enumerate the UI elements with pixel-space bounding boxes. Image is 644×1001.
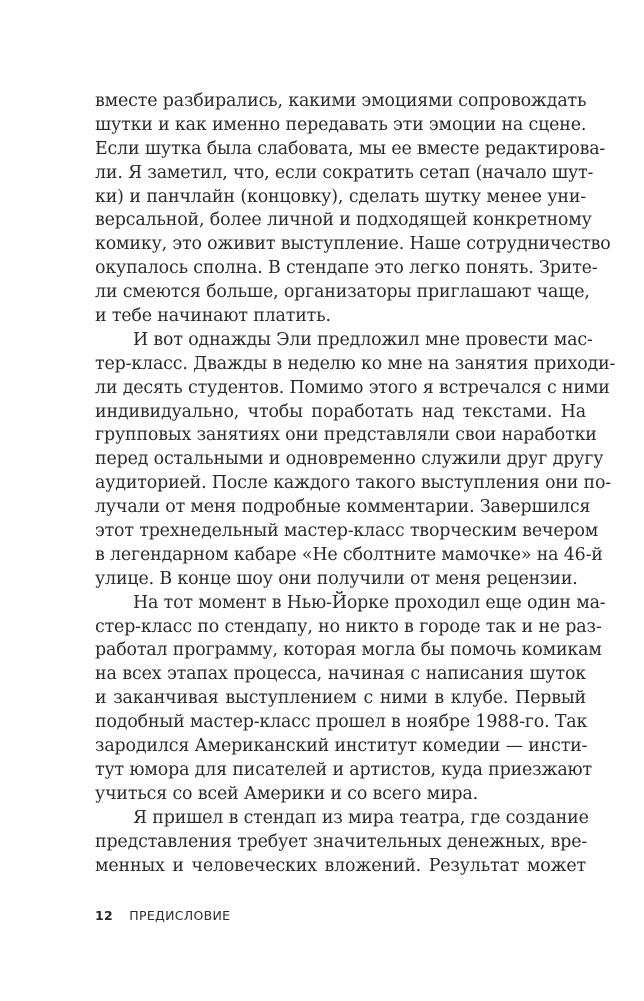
text-line: представления требует значительных денежных, вре- bbox=[95, 831, 588, 852]
text-line: подобный мастер-класс прошел в ноябре 1988-го. Так bbox=[95, 712, 588, 733]
page-number: 12 bbox=[95, 908, 113, 923]
text-line: аудиторией. После каждого такого выступления они по- bbox=[95, 473, 612, 494]
text-line: индивидуально, чтобы поработать над текстами. На bbox=[95, 401, 586, 422]
page-body-text bbox=[95, 90, 616, 878]
page-footer bbox=[95, 908, 230, 923]
text-line: Я пришел в стендап из мира театра, где создание bbox=[133, 807, 589, 828]
text-line: окупалось сполна. В стендапе это легко понять. Зрите- bbox=[95, 258, 598, 279]
text-line: лучали от меня подробные комментарии. Завершился bbox=[95, 497, 591, 518]
text-line: тер-класс. Дважды в неделю ко мне на занятия приходи- bbox=[95, 353, 616, 374]
text-line: учиться со всей Америки и со всего мира. bbox=[95, 783, 478, 804]
text-line: ки) и панчлайн (концовку), сделать шутку менее уни- bbox=[95, 186, 586, 207]
text-line: в легендарном кабаре «Не сболтните мамочке» на 46-й bbox=[95, 544, 603, 565]
text-line: тут юмора для писателей и артистов, куда приезжают bbox=[95, 759, 593, 780]
text-line: шутки и как именно передавать эти эмоции на сцене. bbox=[95, 114, 587, 135]
text-line: вместе разбирались, какими эмоциями сопровождать bbox=[95, 91, 587, 111]
running-header-section-title: ПРЕДИСЛОВИЕ bbox=[129, 908, 231, 923]
text-line: этот трехнедельный мастер-класс творческим вечером bbox=[95, 521, 599, 542]
text-line: перед остальными и одновременно служили друг другу bbox=[95, 449, 604, 470]
text-line: и тебе начинают платить. bbox=[95, 306, 331, 327]
text-line: стер-класс по стендапу, но никто в городе так и не раз- bbox=[95, 616, 602, 637]
text-line: менных и человеческих вложений. Результат может bbox=[95, 855, 586, 876]
text-line: версальной, более личной и подходящей конкретному bbox=[95, 210, 592, 231]
text-line: групповых занятиях они представляли свои наработки bbox=[95, 425, 597, 446]
text-line: ли смеются больше, организаторы приглашают чаще, bbox=[95, 282, 590, 303]
text-line: ли десять студентов. Помимо этого я встречался с ними bbox=[95, 377, 610, 398]
text-line: И вот однажды Эли предложил мне провести мас- bbox=[133, 329, 593, 350]
text-line: ли. Я заметил, что, если сократить сетап (начало шут- bbox=[95, 162, 594, 183]
text-line: на всех этапах процесса, начиная с написания шуток bbox=[95, 664, 586, 685]
text-line: комику, это оживит выступление. Наше сотрудничество bbox=[95, 234, 611, 255]
text-line: работал программу, которая могла бы помочь комикам bbox=[95, 640, 602, 661]
text-line: улице. В конце шоу они получили от меня рецензии. bbox=[95, 568, 578, 589]
text-line: и заканчивая выступлением с ними в клубе. Первый bbox=[95, 688, 586, 709]
text-line: зародился Американский институт комедии — инсти- bbox=[95, 736, 588, 757]
text-line: Если шутка была слабовата, мы ее вместе редактирова- bbox=[95, 138, 606, 159]
text-line: На тот момент в Нью-Йорке проходил еще один ма- bbox=[133, 592, 606, 613]
